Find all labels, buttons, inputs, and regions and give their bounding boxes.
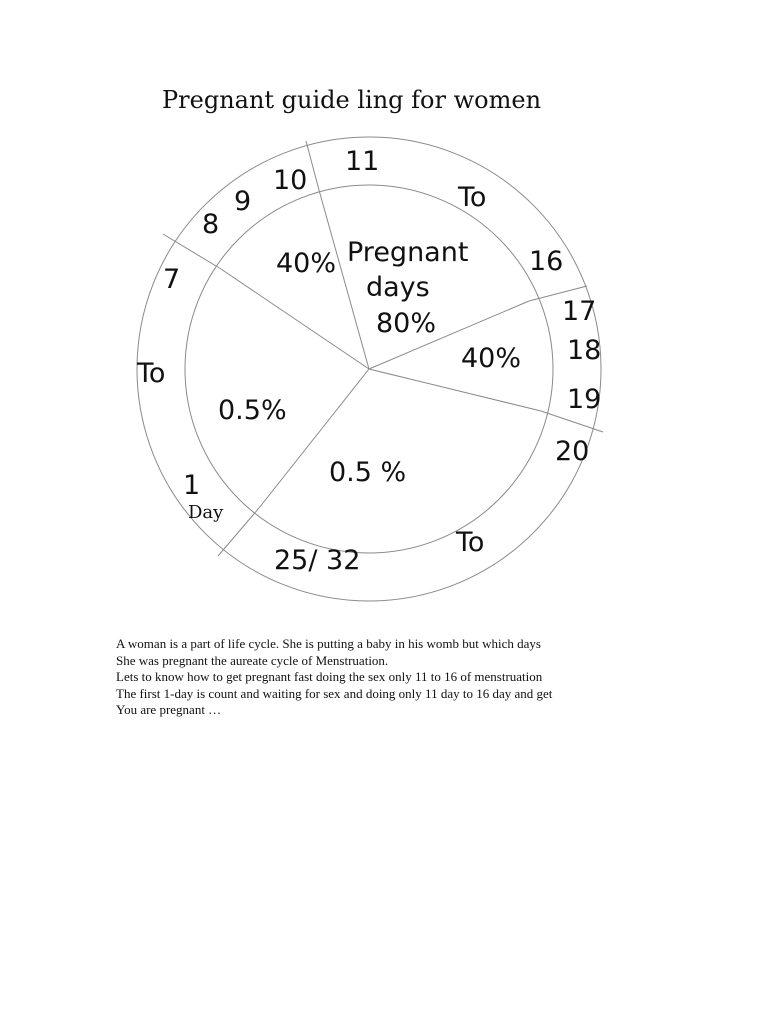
label-day-20: 20: [555, 436, 590, 467]
spoke-left: [221, 269, 369, 369]
label-day-18: 18: [567, 335, 602, 366]
bottom-percent: 0.5 %: [329, 457, 407, 488]
label-day-1: 1: [183, 470, 201, 501]
body-line: Lets to know how to get pregnant fast doing the sex only 11 to 16 of menstruation: [116, 669, 543, 684]
center-title-line1: Pregnant: [347, 237, 469, 268]
label-day-11: 11: [345, 146, 380, 177]
body-line: A woman is a part of life cycle. She is putting a baby in his womb but which days: [116, 636, 541, 651]
separator-outer-top: [306, 141, 319, 190]
label-to-bottom: To: [456, 527, 485, 558]
label-day-16: 16: [529, 246, 564, 277]
left-percent: 0.5%: [218, 395, 287, 426]
label-day-word: Day: [188, 502, 224, 523]
spoke-top: [319, 190, 369, 369]
separator-outer-bottom-left: [218, 508, 259, 556]
spoke-right-lower: [369, 369, 541, 411]
label-day-19: 19: [567, 384, 602, 415]
label-day-8: 8: [202, 209, 220, 240]
label-day-25-32: 25/ 32: [274, 545, 361, 576]
label-to-top: To: [458, 182, 487, 213]
center-title-line2: days: [366, 272, 430, 303]
label-day-10: 10: [273, 165, 308, 196]
page-title: Pregnant guide ling for women: [162, 86, 542, 114]
label-day-7: 7: [163, 264, 181, 295]
body-line: The first 1-day is count and waiting for sex and doing only 11 day to 16 day and get: [116, 685, 553, 701]
label-to-left: To: [137, 358, 166, 389]
body-text: [116, 636, 716, 719]
body-line: You are pregnant …: [116, 702, 222, 717]
right-percent: 40%: [461, 343, 522, 374]
top-left-percent: 40%: [276, 248, 337, 279]
body-line: She was pregnant the aureate cycle of Menstruation.: [116, 652, 389, 668]
label-day-9: 9: [234, 186, 252, 217]
label-day-17: 17: [562, 296, 597, 327]
center-percent: 80%: [376, 308, 437, 339]
